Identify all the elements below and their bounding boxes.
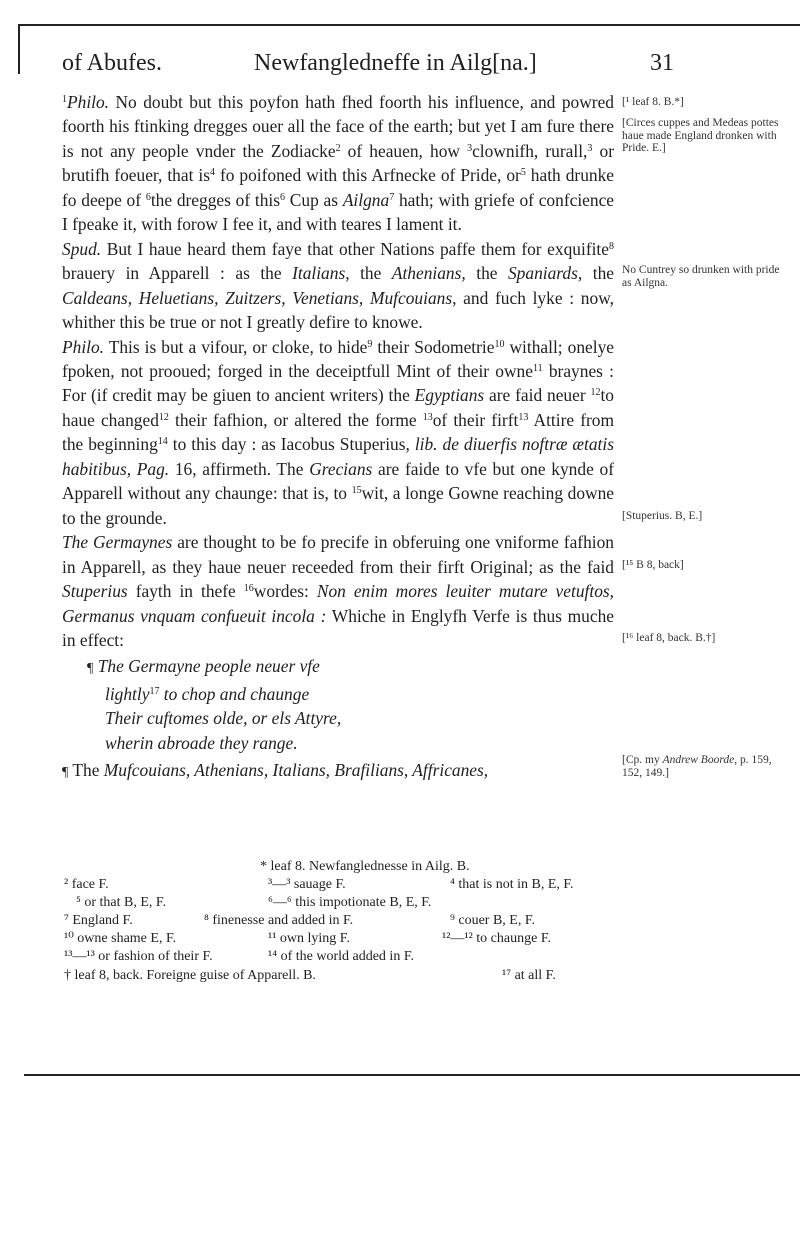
italic-term: Athenians, — [391, 263, 466, 284]
verse-line-4 — [62, 731, 614, 755]
footnote-ref: 11 — [532, 362, 543, 374]
footnote: ¹¹ own lying F. — [268, 931, 350, 947]
footnote: ¹³—¹³ or fashion of their F. — [64, 949, 213, 965]
footnote-ref: 7 — [389, 191, 395, 203]
footnote-row — [62, 930, 662, 948]
text: withall; onelye fpoken, not prooued; forged in the deceiptfull Mint of their owne — [62, 336, 614, 381]
text: This is but a vifour, or cloke, to hide — [104, 336, 368, 357]
page-frame-bottom — [24, 1074, 800, 1076]
footnote-ref: 17 — [149, 685, 160, 697]
verse — [62, 654, 614, 755]
footnote: ¹⁴ of the world added in F. — [268, 949, 414, 965]
italic-term: Ailgna — [342, 189, 390, 210]
footnote-ref: 8 — [609, 240, 614, 252]
footnote: † leaf 8, back. Foreigne guise of Apparell. B. — [64, 967, 316, 983]
speaker: Philo. — [67, 92, 110, 112]
text: and fuch lyke : now, whither this be true or not I greatly defire to knowe. — [62, 287, 614, 333]
text: clownifh, rurall, — [472, 140, 588, 161]
header-title: Newfangledneffe in Ailg[na.] — [254, 50, 537, 76]
text: braynes : For (if credit may be giuen to ancient writers) the — [62, 360, 614, 406]
text: are thought to be fo precife in obferuing one vniforme fafhion in Apparell, as they haue neuer receeded from their firft Original; as the faid — [62, 532, 614, 577]
italic-term: Stuperius — [62, 581, 128, 602]
footnote-row — [62, 858, 662, 876]
footnote-ref: 4 — [209, 167, 215, 179]
page-number: 31 — [650, 50, 674, 76]
footnotes — [62, 858, 662, 985]
footnote-row — [62, 948, 662, 966]
footnote-row — [62, 912, 662, 930]
margin-note-4: [Stuperius. B, E.] — [622, 510, 703, 522]
text: brauery in Apparell : as the — [62, 263, 293, 284]
text: But I haue heard them faye that other Nations paffe them for exquifite — [101, 238, 609, 259]
footnote-ref: 1 — [62, 94, 67, 105]
footnote: * leaf 8. Newfanglednesse in Ailg. B. — [260, 859, 470, 874]
text: are faide to vfe but one kynde of Apparell without any chaunge: that is, to — [62, 458, 614, 504]
margin-note-3: No Cuntrey so drunken with pride as Ailgna. — [622, 264, 780, 289]
footnote: ⁶—⁶ this impotionate B, E, F. — [268, 895, 432, 911]
text: or brutifh foeuer, that is — [62, 140, 614, 186]
verse-text: to chop and chaunge — [159, 683, 310, 704]
paragraph-3 — [62, 335, 614, 531]
text: are faid neuer — [484, 385, 591, 406]
footnote-ref: 14 — [157, 436, 168, 448]
italic-term: Mufcouians, Athenians, Italians, Brafilians, Affricanes, — [103, 760, 489, 781]
latin-quote: Non enim mores leuiter mutare vetuftos, Germanus vnquam confueuit incola : — [62, 581, 615, 626]
footnote-ref: 3 — [587, 142, 593, 154]
running-header — [62, 50, 674, 90]
verse-line-3 — [62, 706, 614, 730]
italic-term: Egyptians — [414, 385, 485, 406]
italic-term: Italians, — [292, 263, 350, 284]
speaker: Philo. — [62, 336, 105, 357]
paragraph-4 — [62, 530, 614, 652]
footnote: ⁸ finenesse and added in F. — [204, 913, 354, 929]
footnote: ² face F. — [64, 877, 109, 893]
text: the — [465, 263, 508, 284]
text: their fafhion, or altered the forme — [168, 409, 423, 430]
footnote-ref: 9 — [367, 338, 373, 350]
footnote-ref: 2 — [335, 142, 341, 154]
verse-line-2 — [62, 682, 614, 706]
paragraph-1 — [62, 90, 614, 237]
italic-term: Grecians — [309, 458, 373, 479]
text: The — [72, 760, 104, 781]
italic-term: Andrew Boorde — [662, 754, 735, 766]
text: the — [349, 263, 392, 284]
text: Attire from the beginning — [62, 409, 615, 455]
text: Cup as — [285, 189, 343, 210]
italic-term: lib. de diuerfis noftræ ætatis habitibus, Pag. — [62, 434, 614, 479]
footnote-row — [62, 876, 662, 894]
margin-note-6: [¹⁶ leaf 8, back. B.†] — [622, 632, 716, 644]
text: Whiche in Englyfh Verfe is thus muche in effect: — [62, 605, 614, 650]
text: , p. 159, 152, 149.] — [622, 754, 772, 779]
text: [Cp. my — [622, 754, 663, 766]
main-text — [62, 90, 614, 786]
text: the — [582, 263, 614, 284]
text: fayth in thefe — [127, 581, 244, 602]
verse-text: lightly — [105, 683, 150, 704]
text: to this day : as Iacobus Stuperius, — [167, 434, 415, 455]
footnote-ref: 12 — [590, 387, 601, 399]
footnote-ref: 13 — [422, 411, 433, 423]
page-frame-top — [18, 24, 800, 26]
footnote-ref: 3 — [467, 142, 473, 154]
text: 16, affirmeth. The — [169, 458, 310, 479]
footnote-row — [62, 894, 662, 912]
footnote-ref: 16 — [243, 583, 254, 595]
footnote: ¹²—¹² to chaunge F. — [442, 931, 551, 947]
margin-note-7 — [622, 754, 786, 779]
margin-note-1: [¹ leaf 8. B.*] — [622, 96, 684, 108]
margin-note-5: [¹⁵ B 8, back] — [622, 559, 684, 571]
verse-text: Their cuftomes olde, or els Attyre, — [105, 708, 342, 729]
footnote: ⁴ that is not in B, E, F. — [450, 877, 574, 893]
footnote-ref: 15 — [351, 485, 362, 497]
verse-line-1 — [62, 654, 614, 681]
text: their Sodometrie — [372, 336, 495, 357]
header-left: of Abufes. — [62, 50, 162, 76]
text: wordes: — [253, 581, 317, 602]
text: fo poifoned with this Arfnecke of Pride, or — [214, 165, 521, 186]
footnote: ¹⁷ at all F. — [502, 967, 556, 983]
text: No doubt but this poyfon hath fhed foorth his influence, and powred foorth his ftinking dregges ouer all the face of the earth; but yet I am fure there is not any people vnder the Zodiacke — [62, 92, 614, 161]
footnote-ref: 13 — [518, 411, 529, 423]
margin-note-2: [Circes cuppes and Medeas pottes haue made England dronken with Pride. E.] — [622, 117, 779, 155]
verse-text: The Germayne people neuer vfe — [97, 656, 320, 677]
text: hath drunke fo deepe of — [62, 165, 614, 210]
speaker: Spud. — [62, 238, 102, 259]
footnote: ⁵ or that B, E, F. — [76, 895, 167, 911]
footnote: ⁷ England F. — [64, 913, 133, 929]
italic-term: Caldeans, Heluetians, Zuitzers, Venetians, Mufcouians, — [62, 287, 457, 308]
pilcrow: ¶ — [62, 765, 69, 781]
footnote-ref: 6 — [145, 191, 151, 203]
italic-term: Spaniards, — [507, 263, 583, 284]
verse-text: wherin abroade they range. — [105, 732, 298, 753]
paragraph-5 — [62, 758, 614, 785]
italic-term: The Germaynes — [62, 532, 173, 553]
footnote: ⁹ couer B, E, F. — [450, 913, 536, 929]
footnote-ref: 12 — [158, 411, 169, 423]
footnote: ¹⁰ owne shame E, F. — [64, 931, 177, 947]
footnote-ref: 10 — [494, 338, 505, 350]
footnote-ref: 6 — [280, 191, 286, 203]
text: wit, a longe Gowne reaching downe to the grounde. — [62, 483, 614, 528]
footnote: ³—³ sauage F. — [268, 877, 346, 893]
text: the dregges of this — [150, 189, 281, 210]
text: of their firft — [432, 409, 519, 430]
page-frame-left — [18, 24, 20, 74]
footnote-ref: 5 — [520, 167, 526, 179]
paragraph-2 — [62, 237, 614, 335]
text: hath; with griefe of confcience I fpeake it, with forow I fee it, and with teares I lament it. — [62, 189, 615, 235]
pilcrow: ¶ — [87, 661, 94, 677]
text: of heauen, how — [340, 140, 468, 161]
text: to haue changed — [62, 385, 614, 430]
footnote-row — [62, 967, 662, 985]
